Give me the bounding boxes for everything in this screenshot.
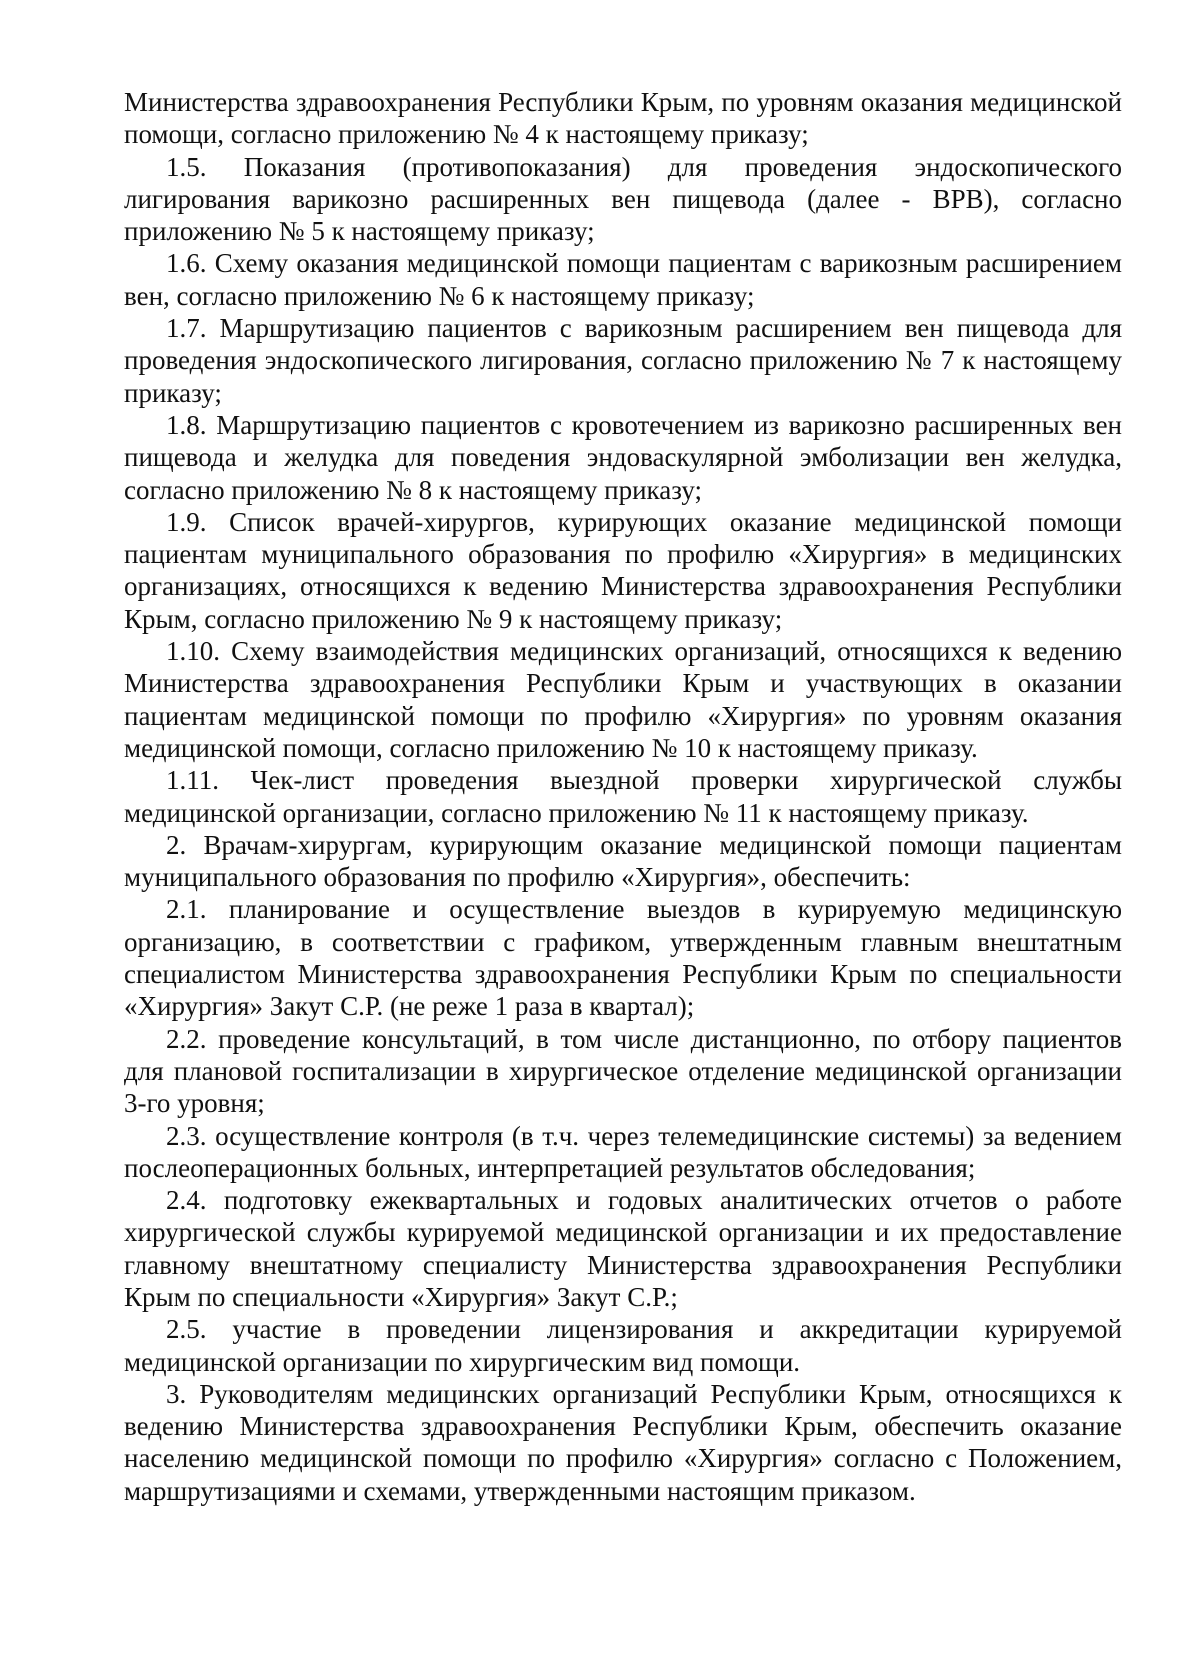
paragraph-1-6: 1.6. Схему оказания медицинской помощи пациентам с варикозным расширением вен, согласно приложению № 6 к настоящему приказу;: [124, 248, 1122, 311]
paragraph-2: 2. Врачам-хирургам, курирующим оказание медицинской помощи пациентам муниципального образования по профилю «Хирургия», обеспечить:: [124, 829, 1122, 893]
paragraph-1-7: 1.7. Маршрутизацию пациентов с варикозным расширением вен пищевода для проведения эндоскопического лигирования, согласно приложению № 7 к настоящему приказу;: [124, 313, 1122, 408]
paragraph-1-10: 1.10. Схему взаимодействия медицинских организаций, относящихся к ведению Министерства здравоохранения Республики Крым и участвующих в оказании пациентам медицинской помощи по профилю «Хирургия» по уровням оказания медицинской помощи, согласно приложению № 10 к настоящему приказу.: [124, 636, 1122, 763]
paragraph-3: 3. Руководителям медицинских организаций Республики Крым, относящихся к ведению Министерства здравоохранения Республики Крым, обеспечить оказание населению медицинской помощи по профилю «Хирургия» согласно с Положением, маршрутизациями и схемами, утвержденными настоящим приказом.: [124, 1378, 1122, 1506]
paragraph-2-2: 2.2. проведение консультаций, в том числе дистанционно, по отбору пациентов для плановой госпитализации в хирургическое отделение медицинской организации 3-го уровня;: [124, 1023, 1122, 1119]
paragraph-1-5: 1.5. Показания (противопоказания) для проведения эндоскопического лигирования варикозно расширенных вен пищевода (далее - ВРВ), согласно приложению № 5 к настоящему приказу;: [124, 151, 1122, 247]
paragraph-2-5: 2.5. участие в проведении лицензирования и аккредитации курируемой медицинской организации по хирургическим вид помощи.: [124, 1314, 1122, 1377]
paragraph-1-8: 1.8. Маршрутизацию пациентов с кровотечением из варикозно расширенных вен пищевода и желудка для поведения эндоваскулярной эмболизации вен желудка, согласно приложению № 8 к настоящему приказу;: [124, 409, 1122, 505]
paragraph-ministry-continuation: Министерства здравоохранения Республики Крым, по уровням оказания медицинской помощи, согласно приложению № 4 к настоящему приказу;: [124, 87, 1122, 150]
paragraph-2-1: 2.1. планирование и осуществление выездов в курируемую медицинскую организацию, в соответствии с графиком, утвержденным главным внештатным специалистом Министерства здравоохранения Республики Крым по специальности «Хирургия» Закут С.Р. (не реже 1 раза в квартал);: [124, 894, 1122, 1022]
paragraph-1-9: 1.9. Список врачей-хирургов, курирующих оказание медицинской помощи пациентам муниципального образования по профилю «Хирургия» в медицинских организациях, относящихся к ведению Министерства здравоохранения Республики Крым, согласно приложению № 9 к настоящему приказу;: [124, 506, 1122, 634]
paragraph-1-11: 1.11. Чек-лист проведения выездной проверки хирургической службы медицинской организации, согласно приложению № 11 к настоящему приказу.: [124, 765, 1122, 828]
paragraph-2-4: 2.4. подготовку ежеквартальных и годовых аналитических отчетов о работе хирургической службы курируемой медицинской организации и их предоставление главному внештатному специалисту Министерства здравоохранения Республики Крым по специальности «Хирургия» Закут С.Р.;: [124, 1185, 1122, 1312]
document-page: [124, 86, 1122, 1507]
paragraph-2-3: 2.3. осуществление контроля (в т.ч. через телемедицинские системы) за ведением послеоперационных больных, интерпретацией результатов обследования;: [124, 1120, 1122, 1183]
